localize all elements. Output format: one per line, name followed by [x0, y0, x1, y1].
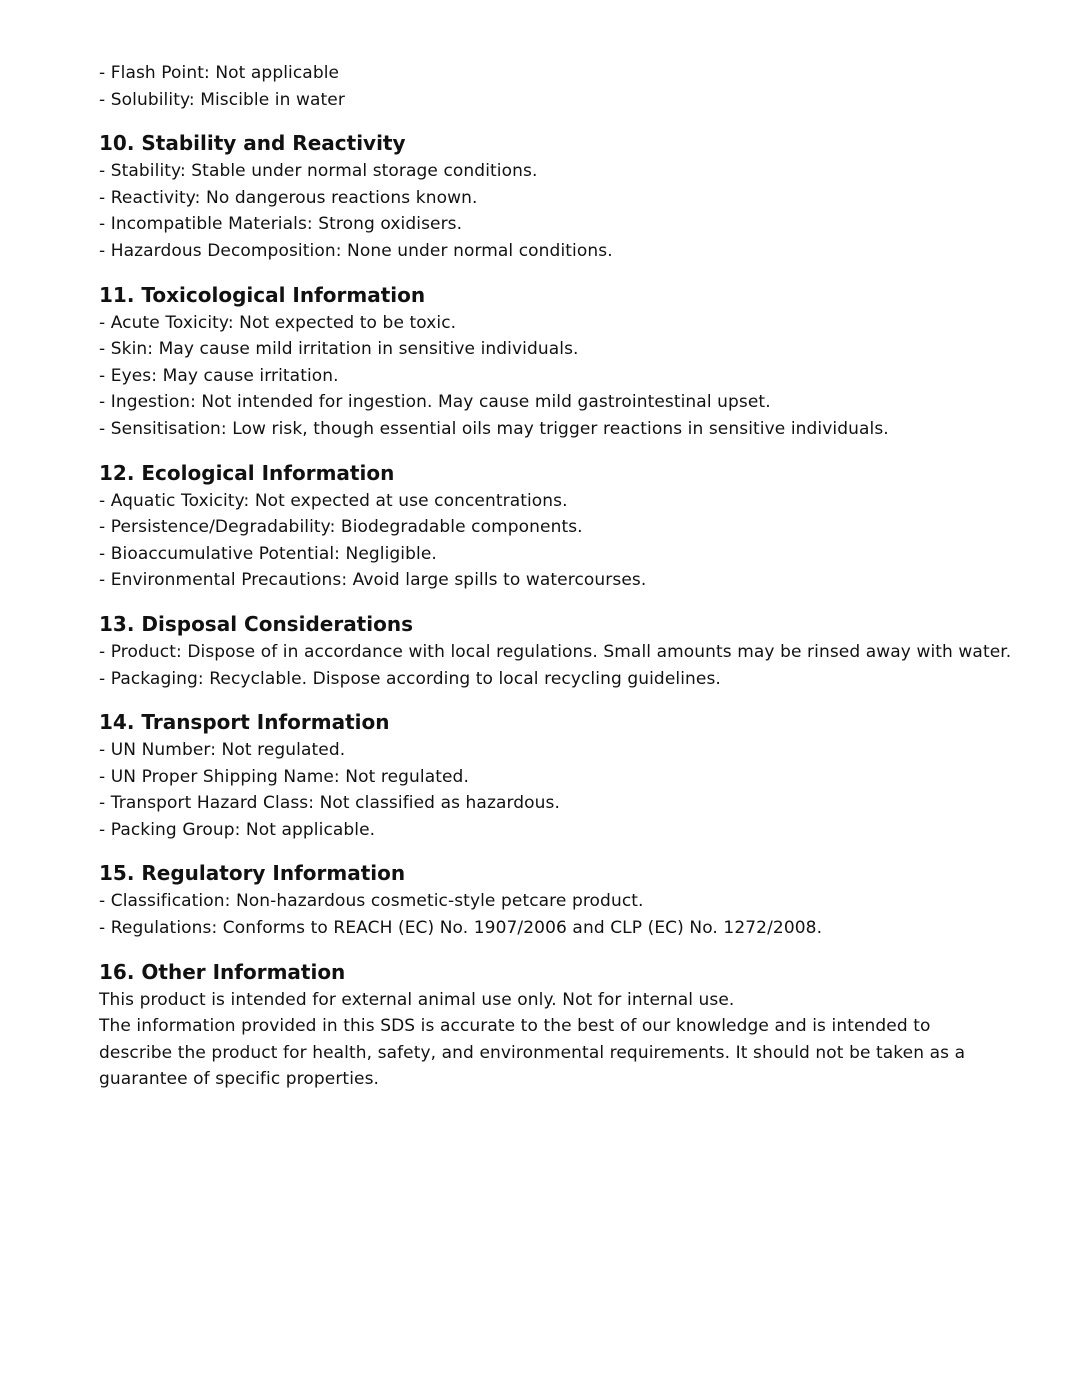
section-line: - Transport Hazard Class: Not classified as hazardous. — [99, 793, 560, 814]
section-regulatory — [99, 858, 999, 941]
section-line: - Sensitisation: Low risk, though essential oils may trigger reactions in sensitive individuals. — [99, 418, 889, 439]
section-heading: 12. Ecological Information — [99, 460, 395, 485]
section-transport — [99, 707, 999, 843]
section-line: - UN Proper Shipping Name: Not regulated. — [99, 766, 469, 787]
section-toxicological — [99, 280, 999, 443]
section-heading: 10. Stability and Reactivity — [99, 131, 406, 156]
section-line: - Persistence/Degradability: Biodegradable components. — [99, 517, 583, 538]
section-line: - Regulations: Conforms to REACH (EC) No. 1907/2006 and CLP (EC) No. 1272/2008. — [99, 918, 823, 939]
section-ecological — [99, 458, 999, 594]
section-line: - Packaging: Recyclable. Dispose according to local recycling guidelines. — [99, 668, 721, 689]
section-line: - UN Number: Not regulated. — [99, 740, 346, 761]
section-line: - Aquatic Toxicity: Not expected at use concentrations. — [99, 490, 568, 511]
other-info-paragraph: The information provided in this SDS is accurate to the best of our knowledge and is intended to describe the product for health, safety, and environmental requirements. It should not be taken as a guarantee of specific properties. — [99, 1016, 966, 1090]
section-heading: 15. Regulatory Information — [99, 861, 406, 886]
section-other-information — [99, 957, 999, 1093]
intro-line-solubility: - Solubility: Miscible in water — [99, 89, 345, 110]
section-line: - Product: Dispose of in accordance with local regulations. Small amounts may be rinsed away with water. — [99, 641, 1012, 662]
section-stability-reactivity — [99, 128, 999, 264]
section-line: - Packing Group: Not applicable. — [99, 819, 376, 840]
section-line: - Hazardous Decomposition: None under normal conditions. — [99, 240, 613, 261]
section-line: - Skin: May cause mild irritation in sensitive individuals. — [99, 339, 579, 360]
section-heading: 14. Transport Information — [99, 710, 390, 735]
other-info-paragraph: This product is intended for external animal use only. Not for internal use. — [99, 989, 735, 1010]
intro-line-flash-point: - Flash Point: Not applicable — [99, 63, 340, 83]
section-line: - Stability: Stable under normal storage conditions. — [99, 161, 538, 182]
section-heading: 11. Toxicological Information — [99, 282, 426, 307]
section-heading: 16. Other Information — [99, 959, 346, 984]
section-line: - Incompatible Materials: Strong oxidisers. — [99, 214, 463, 235]
section-line: - Ingestion: Not intended for ingestion. May cause mild gastrointestinal upset. — [99, 392, 771, 413]
section-heading: 13. Disposal Considerations — [99, 611, 413, 636]
section-line: - Reactivity: No dangerous reactions known. — [99, 187, 478, 208]
section-line: - Classification: Non-hazardous cosmetic-style petcare product. — [99, 891, 644, 912]
section-disposal — [99, 609, 1012, 692]
intro-lines — [99, 60, 999, 113]
sds-page — [99, 60, 1012, 1093]
section-line: - Eyes: May cause irritation. — [99, 365, 339, 386]
section-line: - Bioaccumulative Potential: Negligible. — [99, 543, 437, 564]
section-line: - Acute Toxicity: Not expected to be toxic. — [99, 312, 457, 333]
section-line: - Environmental Precautions: Avoid large spills to watercourses. — [99, 570, 647, 591]
